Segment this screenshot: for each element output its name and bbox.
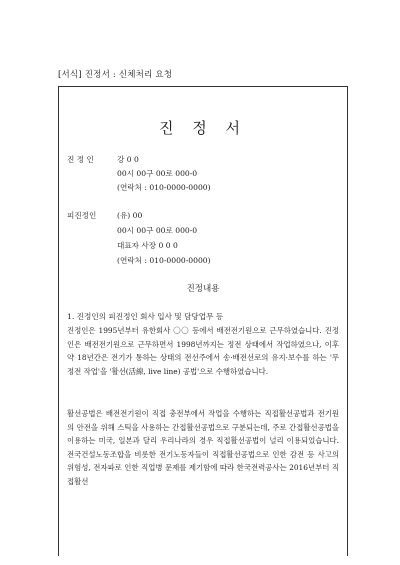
petitioner-address: 00시 00구 00로 000-0 bbox=[117, 169, 198, 178]
section-title: 진정내용 bbox=[186, 284, 220, 294]
petitioner-name: 강 0 0 bbox=[117, 155, 139, 164]
respondent-representative: 대표자 사장 0 0 0 bbox=[117, 241, 178, 250]
petitioner-contact: (연락처 : 010-0000-0000) bbox=[117, 183, 211, 192]
section2-paragraph-text: 활선공법은 배전전기원이 직접 충전부에서 작업을 수행하는 직접활선공법과 전기원의 안전을 위해 스틱을 사용하는 간접활선공법으로 구분되는데, 주로 간접활선공법을 이용하는 미국, 일본과 달리 우리나라의 경우 직접활선공법이 널리 이용되었습니다. 전국건설노동조합을 비롯한 전기노동자들이 직접활선공법으로 인한 감전 등 사고의 위험성, 전자파로 인한 직업병 문제를 제기함에 따라 한국전력공사는 2016년부터 직접활선 bbox=[67, 409, 339, 486]
section1-paragraph-text: 진정인은 1995년부터 유한회사 〇〇 등에서 배전전기원으로 근무하였습니다. 진정인은 배전전기원으로 근무하면서 1998년까지는 정전 상태에서 작업하였으나, 이후 약 18년간은 전기가 통하는 상태의 전선주에서 송·배전선로의 유지·보수를 하는 '무정전 작업'을 '활선(活線, live line) 공법'으로 수행하였습니다. bbox=[67, 326, 339, 376]
petitioner-label: 진 정 인 bbox=[67, 155, 94, 164]
petition-frame bbox=[58, 86, 348, 556]
document-title: 진 정 서 bbox=[158, 119, 247, 137]
respondent-label: 피진정인 bbox=[67, 211, 97, 220]
section1-paragraph bbox=[67, 324, 339, 378]
section1-heading: 1. 진정인의 피진정인 회사 입사 및 담당업무 등 bbox=[67, 312, 224, 321]
respondent-company: (유) 00 bbox=[117, 211, 143, 220]
respondent-address: 00시 00구 00로 000-0 bbox=[117, 226, 198, 235]
respondent-contact: (연락처 : 010-0000-0000) bbox=[117, 256, 211, 265]
document-caption: [서식] 진정서 : 신체처리 요청 bbox=[58, 70, 173, 80]
section2-paragraph bbox=[67, 407, 339, 488]
